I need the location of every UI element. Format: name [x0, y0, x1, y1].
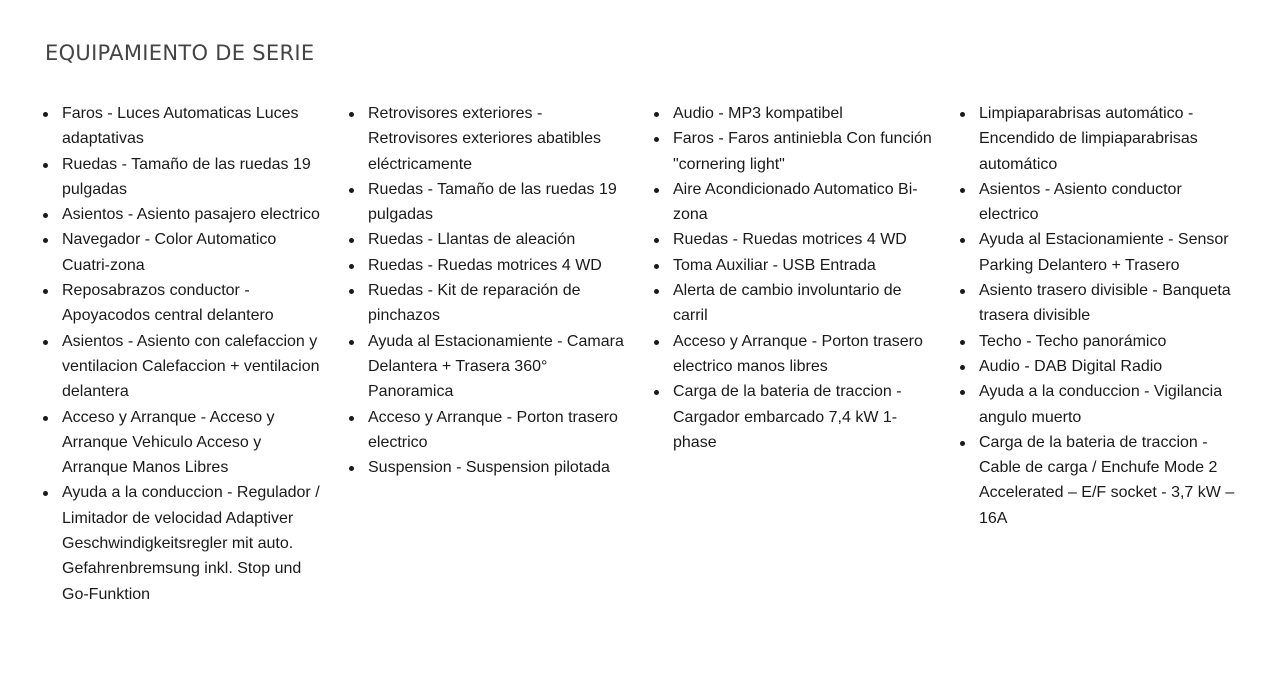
list-item: Carga de la bateria de traccion - Cargador embarcado 7,4 kW 1-phase [651, 379, 936, 455]
list-item: Faros - Luces Automaticas Luces adaptativas [40, 101, 325, 152]
list-item: Ruedas - Tamaño de las ruedas 19 pulgadas [40, 152, 325, 203]
list-item: Toma Auxiliar - USB Entrada [651, 253, 936, 278]
list-item: Asiento trasero divisible - Banqueta trasera divisible [957, 278, 1242, 329]
list-item: Audio - DAB Digital Radio [957, 354, 1242, 379]
list-item: Ruedas - Ruedas motrices 4 WD [651, 227, 936, 252]
list-item: Acceso y Arranque - Acceso y Arranque Vehiculo Acceso y Arranque Manos Libres [40, 405, 325, 481]
list-item: Acceso y Arranque - Porton trasero electrico manos libres [651, 329, 936, 380]
equipment-column-3 [651, 101, 936, 455]
list-item: Ayuda al Estacionamiente - Camara Delantera + Trasera 360° Panoramica [346, 329, 631, 405]
list-item: Asientos - Asiento pasajero electrico [40, 202, 325, 227]
list-item: Ruedas - Kit de reparación de pinchazos [346, 278, 631, 329]
list-item: Alerta de cambio involuntario de carril [651, 278, 936, 329]
equipment-column-4 [957, 101, 1242, 531]
section-title: EQUIPAMIENTO DE SERIE [45, 41, 315, 65]
list-item: Ayuda a la conduccion - Vigilancia angulo muerto [957, 379, 1242, 430]
list-item: Carga de la bateria de traccion - Cable de carga / Enchufe Mode 2 Accelerated – E/F socket - 3,7 kW – 16A [957, 430, 1242, 531]
list-item: Ayuda al Estacionamiente - Sensor Parking Delantero + Trasero [957, 227, 1242, 278]
equipment-column-2 [346, 101, 631, 480]
equipment-column-1 [40, 101, 325, 607]
list-item: Navegador - Color Automatico Cuatri-zona [40, 227, 325, 278]
list-item: Aire Acondicionado Automatico Bi-zona [651, 177, 936, 228]
list-item: Ayuda a la conduccion - Regulador / Limitador de velocidad Adaptiver Geschwindigkeitsregler mit auto. Gefahrenbremsung inkl. Stop und Go-Funktion [40, 480, 325, 606]
list-item: Asientos - Asiento conductor electrico [957, 177, 1242, 228]
list-item: Limpiaparabrisas automático - Encendido de limpiaparabrisas automático [957, 101, 1242, 177]
list-item: Techo - Techo panorámico [957, 329, 1242, 354]
list-item: Acceso y Arranque - Porton trasero electrico [346, 405, 631, 456]
list-item: Asientos - Asiento con calefaccion y ventilacion Calefaccion + ventilacion delantera [40, 329, 325, 405]
list-item: Reposabrazos conductor - Apoyacodos central delantero [40, 278, 325, 329]
list-item: Ruedas - Ruedas motrices 4 WD [346, 253, 631, 278]
list-item: Audio - MP3 kompatibel [651, 101, 936, 126]
list-item: Retrovisores exteriores - Retrovisores exteriores abatibles eléctricamente [346, 101, 631, 177]
list-item: Ruedas - Llantas de aleación [346, 227, 631, 252]
list-item: Suspension - Suspension pilotada [346, 455, 631, 480]
list-item: Faros - Faros antiniebla Con función "cornering light" [651, 126, 936, 177]
list-item: Ruedas - Tamaño de las ruedas 19 pulgadas [346, 177, 631, 228]
